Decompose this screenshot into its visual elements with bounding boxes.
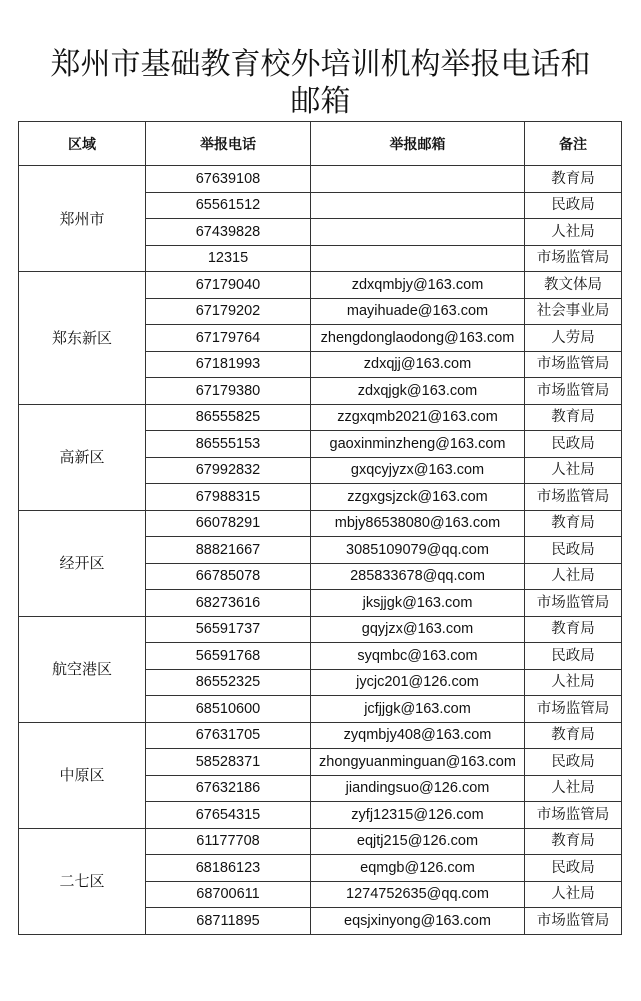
email-cell: zdxqmbjy@163.com — [311, 272, 525, 299]
note-cell: 教育局 — [525, 404, 622, 431]
note-cell: 民政局 — [525, 192, 622, 219]
email-cell: 1274752635@qq.com — [311, 881, 525, 908]
table-row — [19, 616, 622, 643]
region-cell: 航空港区 — [19, 616, 146, 722]
phone-cell: 68510600 — [146, 696, 311, 723]
note-cell: 教育局 — [525, 510, 622, 537]
phone-cell: 68273616 — [146, 590, 311, 617]
note-cell: 教育局 — [525, 828, 622, 855]
title-line-1: 郑州市基础教育校外培训机构举报电话和 — [50, 47, 591, 82]
phone-cell: 67181993 — [146, 351, 311, 378]
email-cell: zyqmbjy408@163.com — [311, 722, 525, 749]
email-cell: zhongyuanminguan@163.com — [311, 749, 525, 776]
phone-cell: 67631705 — [146, 722, 311, 749]
phone-cell: 58528371 — [146, 749, 311, 776]
phone-cell: 12315 — [146, 245, 311, 272]
phone-cell: 67179764 — [146, 325, 311, 352]
note-cell: 市场监管局 — [525, 245, 622, 272]
email-cell: zyfj12315@126.com — [311, 802, 525, 829]
phone-cell: 88821667 — [146, 537, 311, 564]
table-row — [19, 510, 622, 537]
note-cell: 市场监管局 — [525, 484, 622, 511]
report-contact-table — [18, 121, 622, 935]
table-body — [19, 166, 622, 935]
email-cell: 3085109079@qq.com — [311, 537, 525, 564]
note-cell: 民政局 — [525, 749, 622, 776]
phone-cell: 68186123 — [146, 855, 311, 882]
email-cell — [311, 219, 525, 246]
note-cell: 市场监管局 — [525, 908, 622, 935]
note-cell: 教文体局 — [525, 272, 622, 299]
note-cell: 人社局 — [525, 881, 622, 908]
region-cell: 二七区 — [19, 828, 146, 934]
email-cell: gaoxinminzheng@163.com — [311, 431, 525, 458]
email-cell: jcfjjgk@163.com — [311, 696, 525, 723]
header-note: 备注 — [525, 122, 622, 166]
email-cell: zzgxgsjzck@163.com — [311, 484, 525, 511]
email-cell: gqyjzx@163.com — [311, 616, 525, 643]
note-cell: 教育局 — [525, 722, 622, 749]
note-cell: 民政局 — [525, 643, 622, 670]
note-cell: 人社局 — [525, 669, 622, 696]
note-cell: 人社局 — [525, 457, 622, 484]
region-cell: 高新区 — [19, 404, 146, 510]
table-row — [19, 828, 622, 855]
header-email: 举报邮箱 — [311, 122, 525, 166]
table-header-row — [19, 122, 622, 166]
table-row — [19, 272, 622, 299]
phone-cell: 65561512 — [146, 192, 311, 219]
note-cell: 人社局 — [525, 563, 622, 590]
email-cell — [311, 192, 525, 219]
region-cell: 中原区 — [19, 722, 146, 828]
phone-cell: 86555825 — [146, 404, 311, 431]
table-row — [19, 166, 622, 193]
header-phone: 举报电话 — [146, 122, 311, 166]
table-row — [19, 722, 622, 749]
phone-cell: 68700611 — [146, 881, 311, 908]
email-cell: jiandingsuo@126.com — [311, 775, 525, 802]
phone-cell: 67439828 — [146, 219, 311, 246]
email-cell — [311, 166, 525, 193]
email-cell: jksjjgk@163.com — [311, 590, 525, 617]
note-cell: 民政局 — [525, 855, 622, 882]
email-cell: 285833678@qq.com — [311, 563, 525, 590]
phone-cell: 67179380 — [146, 378, 311, 405]
note-cell: 人社局 — [525, 219, 622, 246]
note-cell: 社会事业局 — [525, 298, 622, 325]
phone-cell: 67988315 — [146, 484, 311, 511]
note-cell: 教育局 — [525, 166, 622, 193]
email-cell: zdxqjgk@163.com — [311, 378, 525, 405]
note-cell: 市场监管局 — [525, 351, 622, 378]
table-row — [19, 404, 622, 431]
email-cell: zhengdonglaodong@163.com — [311, 325, 525, 352]
phone-cell: 66785078 — [146, 563, 311, 590]
phone-cell: 56591768 — [146, 643, 311, 670]
region-cell: 郑州市 — [19, 166, 146, 272]
phone-cell: 56591737 — [146, 616, 311, 643]
note-cell: 市场监管局 — [525, 378, 622, 405]
phone-cell: 67179040 — [146, 272, 311, 299]
header-region: 区域 — [19, 122, 146, 166]
email-cell: gxqcyjyzx@163.com — [311, 457, 525, 484]
email-cell — [311, 245, 525, 272]
note-cell: 市场监管局 — [525, 696, 622, 723]
email-cell: zzgxqmb2021@163.com — [311, 404, 525, 431]
phone-cell: 67179202 — [146, 298, 311, 325]
phone-cell: 86555153 — [146, 431, 311, 458]
phone-cell: 86552325 — [146, 669, 311, 696]
email-cell: mbjy86538080@163.com — [311, 510, 525, 537]
phone-cell: 67992832 — [146, 457, 311, 484]
phone-cell: 61177708 — [146, 828, 311, 855]
email-cell: eqsjxinyong@163.com — [311, 908, 525, 935]
note-cell: 市场监管局 — [525, 802, 622, 829]
email-cell: mayihuade@163.com — [311, 298, 525, 325]
phone-cell: 67654315 — [146, 802, 311, 829]
page-title — [0, 46, 641, 120]
phone-cell: 67632186 — [146, 775, 311, 802]
phone-cell: 66078291 — [146, 510, 311, 537]
region-cell: 经开区 — [19, 510, 146, 616]
region-cell: 郑东新区 — [19, 272, 146, 405]
email-cell: zdxqjj@163.com — [311, 351, 525, 378]
phone-cell: 67639108 — [146, 166, 311, 193]
email-cell: eqmgb@126.com — [311, 855, 525, 882]
email-cell: eqjtj215@126.com — [311, 828, 525, 855]
note-cell: 人社局 — [525, 775, 622, 802]
note-cell: 市场监管局 — [525, 590, 622, 617]
note-cell: 人劳局 — [525, 325, 622, 352]
title-line-2: 邮箱 — [290, 84, 351, 119]
note-cell: 民政局 — [525, 537, 622, 564]
note-cell: 教育局 — [525, 616, 622, 643]
note-cell: 民政局 — [525, 431, 622, 458]
phone-cell: 68711895 — [146, 908, 311, 935]
email-cell: syqmbc@163.com — [311, 643, 525, 670]
email-cell: jycjc201@126.com — [311, 669, 525, 696]
